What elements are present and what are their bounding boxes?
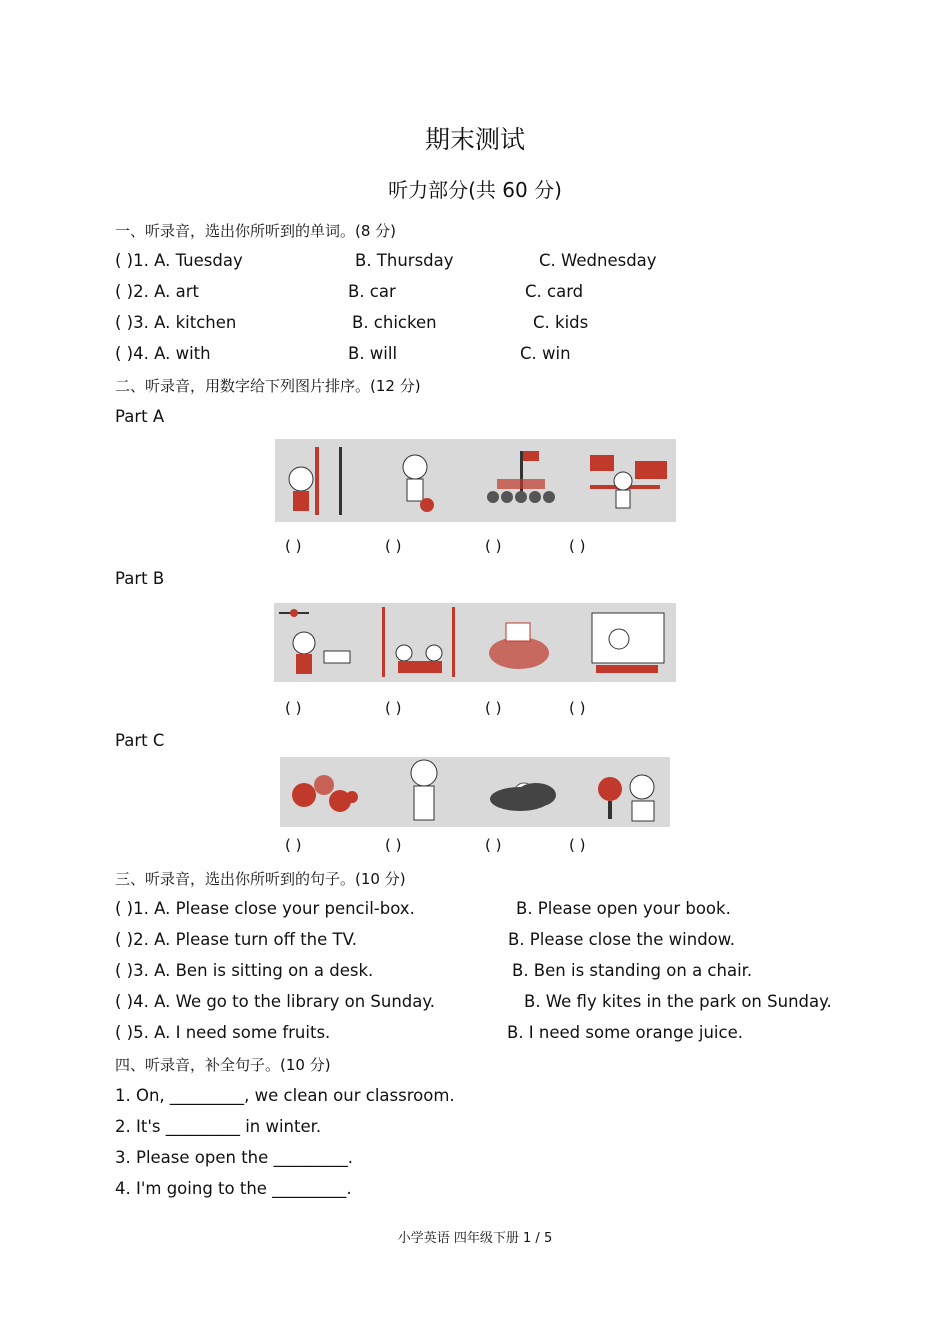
page-footer: 小学英语 四年级下册 1 / 5: [397, 1231, 553, 1246]
s1-q1-a: ( )1. A. Tuesday: [115, 251, 243, 270]
s4-q2: 2. It's _________ in winter.: [115, 1117, 322, 1136]
s1-q4-a: ( )4. A. with: [115, 344, 211, 363]
part-a-blank-3: ( ): [485, 537, 502, 555]
part-b-blank-1: ( ): [285, 699, 302, 717]
part-a-blank-1: ( ): [285, 537, 302, 555]
section-title: 听力部分(共 60 分): [388, 178, 562, 202]
s3-q3-a: ( )3. A. Ben is sitting on a desk.: [115, 961, 374, 980]
s1-q3-b: B. chicken: [352, 313, 437, 332]
part-a-picture-strip: [275, 439, 676, 522]
s1-q1-b: B. Thursday: [355, 251, 454, 270]
s1-q3-c: C. kids: [533, 313, 589, 332]
s1-q2-c: C. card: [525, 282, 584, 301]
s4-q1: 1. On, _________, we clean our classroom.: [115, 1086, 455, 1105]
s3-q5-a: ( )5. A. I need some fruits.: [115, 1023, 331, 1042]
s3-q3-b: B. Ben is standing on a chair.: [512, 961, 753, 980]
section1-heading: 一、听录音，选出你所听到的单词。(8 分): [115, 222, 397, 240]
section3-heading: 三、听录音，选出你所听到的句子。(10 分): [115, 870, 406, 888]
page-title: 期末测试: [424, 125, 525, 154]
s3-q2-b: B. Please close the window.: [508, 930, 735, 949]
s1-q3-a: ( )3. A. kitchen: [115, 313, 237, 332]
s1-q4-b: B. will: [348, 344, 398, 363]
s1-q2-b: B. car: [348, 282, 396, 301]
part-c-blank-1: ( ): [285, 836, 302, 854]
part-c-blank-4: ( ): [569, 836, 586, 854]
s3-q4-b: B. We fly kites in the park on Sunday.: [524, 992, 832, 1011]
s4-q3: 3. Please open the _________.: [115, 1148, 354, 1167]
s1-q1-c: C. Wednesday: [539, 251, 657, 270]
s3-q4-a: ( )4. A. We go to the library on Sunday.: [115, 992, 436, 1011]
s3-q2-a: ( )2. A. Please turn off the TV.: [115, 930, 358, 949]
s3-q1-b: B. Please open your book.: [516, 899, 731, 918]
part-a-blank-2: ( ): [385, 537, 402, 555]
part-b-picture-strip: [274, 603, 676, 682]
part-b-blank-2: ( ): [385, 699, 402, 717]
part-a-label: Part A: [115, 407, 165, 426]
part-b-blank-4: ( ): [569, 699, 586, 717]
part-a-blank-4: ( ): [569, 537, 586, 555]
part-c-picture-strip: [280, 757, 670, 827]
s1-q4-c: C. win: [520, 344, 571, 363]
section2-heading: 二、听录音，用数字给下列图片排序。(12 分): [115, 377, 421, 395]
s3-q1-a: ( )1. A. Please close your pencil-box.: [115, 899, 415, 918]
s1-q2-a: ( )2. A. art: [115, 282, 199, 301]
s4-q4: 4. I'm going to the _________.: [115, 1179, 352, 1198]
part-c-label: Part C: [115, 731, 165, 750]
s3-q5-b: B. I need some orange juice.: [507, 1023, 743, 1042]
section4-heading: 四、听录音，补全句子。(10 分): [115, 1056, 331, 1074]
part-b-label: Part B: [115, 569, 165, 588]
part-c-blank-2: ( ): [385, 836, 402, 854]
part-b-blank-3: ( ): [485, 699, 502, 717]
part-c-blank-3: ( ): [485, 836, 502, 854]
